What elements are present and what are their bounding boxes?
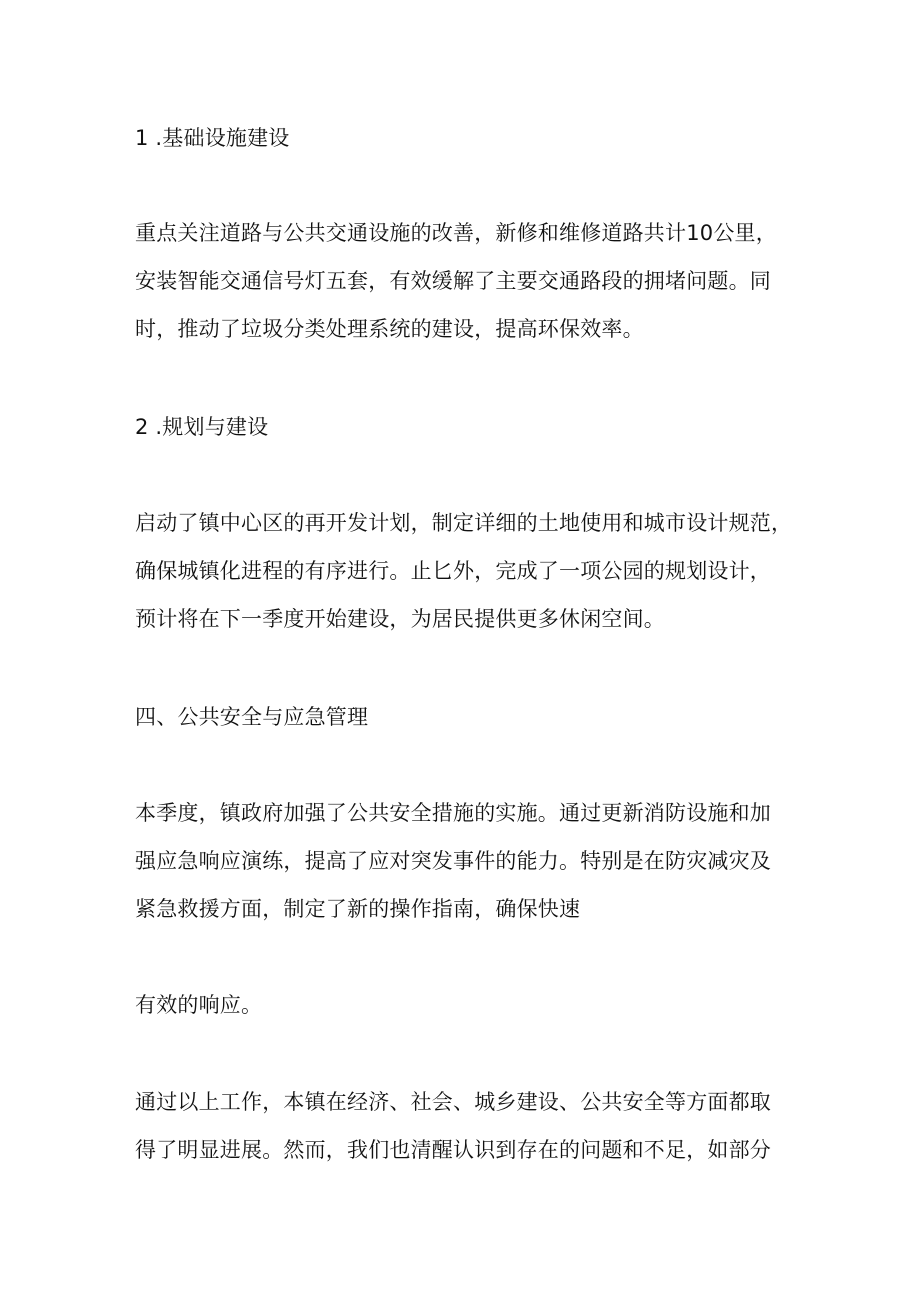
section-1-line-1: 重点关注道路与公共交通设施的改善，新修和维修道路共计10公里，: [135, 221, 777, 245]
section-1-line-2: 安装智能交通信号灯五套，有效缓解了主要交通路段的拥堵问题。同: [135, 269, 771, 293]
section-2-line-3: 预计将在下一季度开始建设，为居民提供更多休闲空间。: [135, 607, 665, 631]
section-1-line-3: 时，推动了垃圾分类处理系统的建设，提高环保效率。: [135, 317, 644, 341]
section-4-continuation: 有效的响应。: [135, 993, 263, 1017]
section-2-heading: 2 .规划与建设: [135, 415, 269, 439]
section-2-line-1: 启动了镇中心区的再开发计划，制定详细的土地使用和城市设计规范，: [135, 511, 793, 535]
summary-line-1: 通过以上工作，本镇在经济、社会、城乡建设、公共安全等方面都取: [135, 1090, 771, 1114]
section-4-line-2: 强应急响应演练，提高了应对突发事件的能力。特别是在防灾减灾及: [135, 849, 771, 873]
section-4-heading: 四、公共安全与应急管理: [135, 705, 369, 729]
section-4-line-3: 紧急救援方面，制定了新的操作指南，确保快速: [135, 897, 581, 921]
section-4-line-1: 本季度，镇政府加强了公共安全措施的实施。通过更新消防设施和加: [135, 801, 771, 825]
summary-line-2: 得了明显进展。然而，我们也清醒认识到存在的问题和不足，如部分: [135, 1138, 771, 1162]
section-1-heading: 1 .基础设施建设: [135, 126, 290, 150]
section-2-line-2: 确保城镇化进程的有序进行。止匕外，完成了一项公园的规划设计，: [135, 559, 771, 583]
